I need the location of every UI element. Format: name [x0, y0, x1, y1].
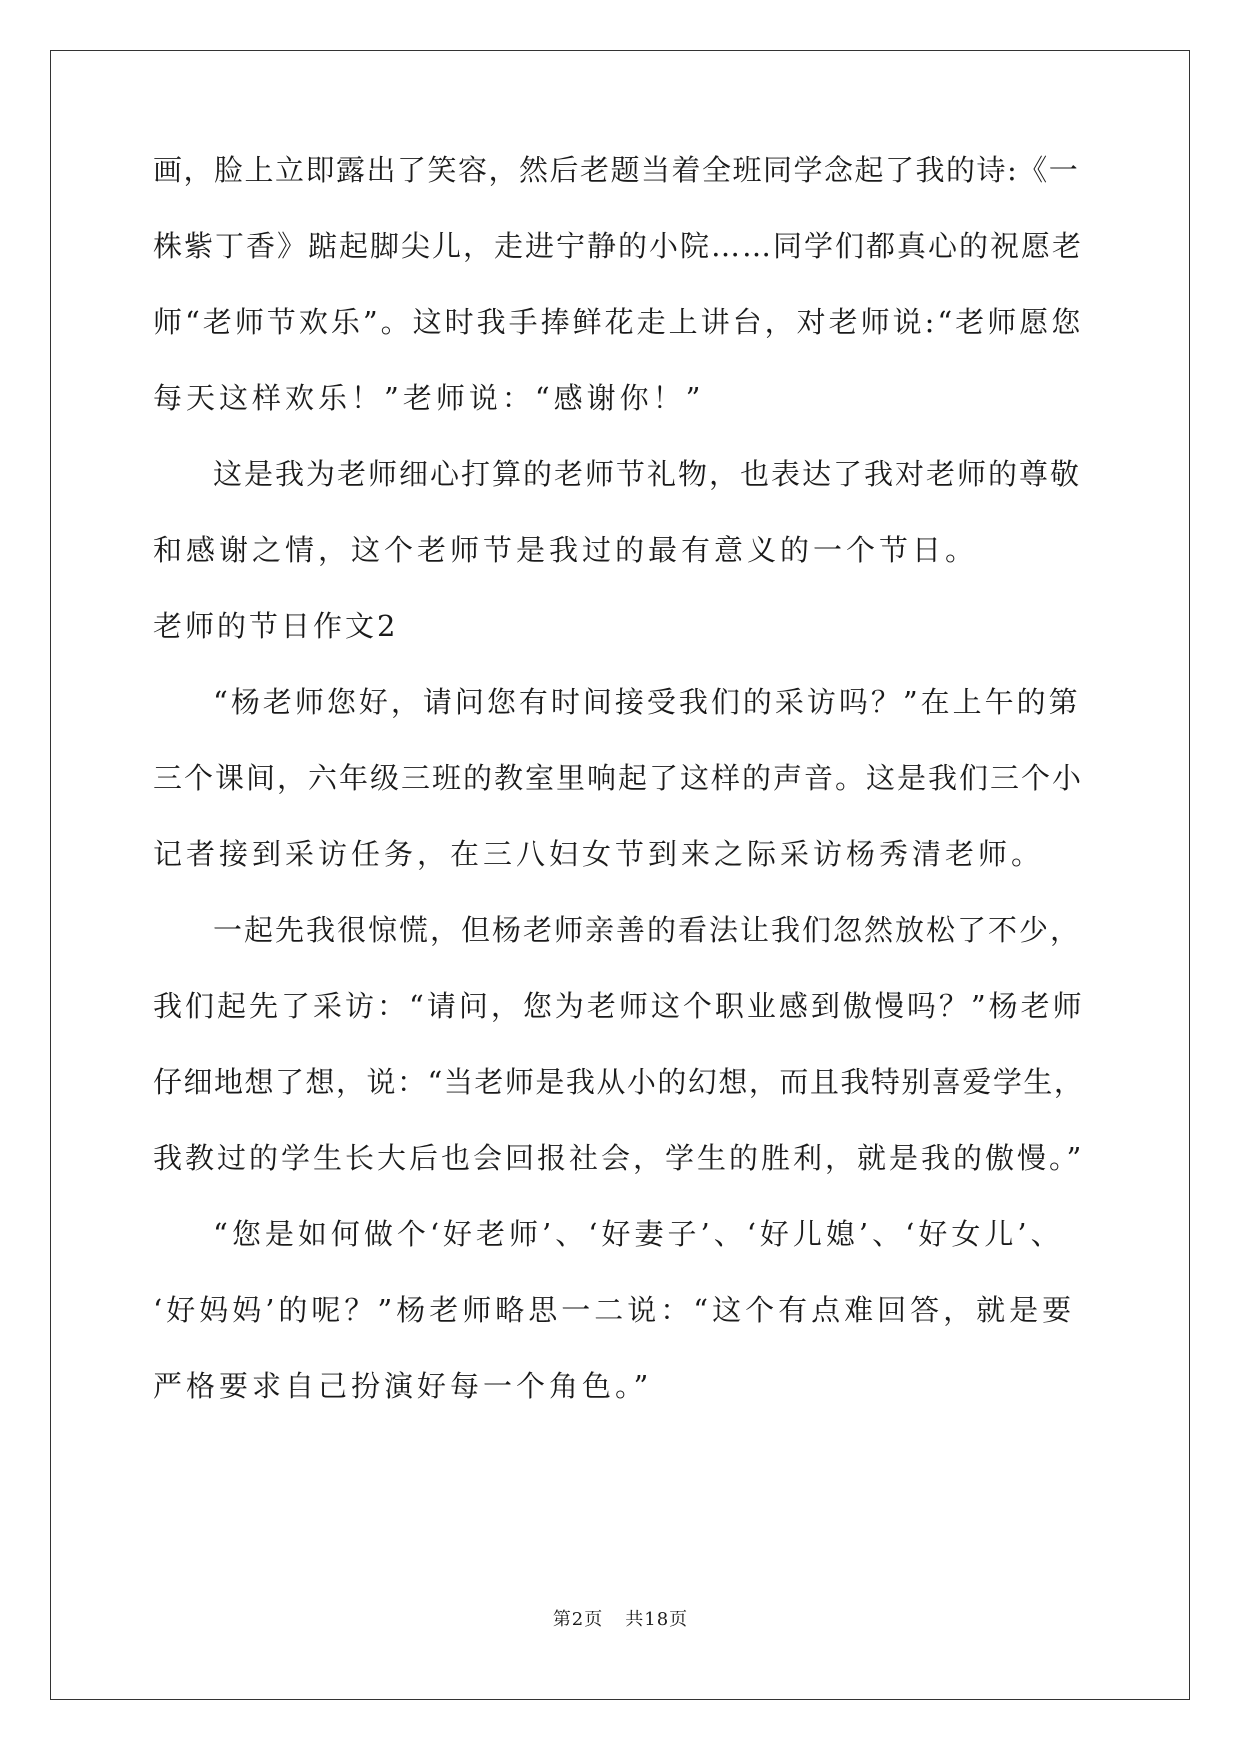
text-line-4: 每天这样欢乐！”老师说：“感谢你！” — [153, 381, 705, 415]
section-heading: 老师的节日作文2 — [153, 609, 399, 643]
text-line-3: 师“老师节欢乐”。这时我手捧鲜花走上讲台，对老师说:“老师愿您 — [153, 305, 1084, 339]
text-line-14: 我教过的学生长大后也会回报社会，学生的胜利，就是我的傲慢。” — [153, 1141, 1085, 1175]
text-line-2: 株紫丁香》踮起脚尖儿，走进宁静的小院……同学们都真心的祝愿老 — [153, 229, 1084, 263]
text-line-10: 记者接到采访任务，在三八妇女节到来之际采访杨秀清老师。 — [153, 837, 1045, 871]
text-line-16: ‘好妈妈’的呢？”杨老师略思一二说：“这个有点难回答，就是要 — [153, 1293, 1076, 1327]
page-footer — [0, 1608, 1241, 1632]
text-line-5: 这是我为老师细心打算的老师节礼物，也表达了我对老师的尊敬 — [213, 457, 1082, 491]
text-line-9: 三个课间，六年级三班的教室里响起了这样的声音。这是我们三个小 — [153, 761, 1084, 795]
text-line-12: 我们起先了采访：“请问，您为老师这个职业感到傲慢吗？”杨老师 — [153, 989, 1085, 1023]
page-number: 第2页 — [552, 1609, 604, 1630]
page-border — [50, 50, 1190, 1700]
text-line-11: 一起先我很惊慌，但杨老师亲善的看法让我们忽然放松了不少， — [213, 913, 1082, 947]
text-line-13: 仔细地想了想，说：“当老师是我从小的幻想，而且我特别喜爱学生， — [153, 1065, 1085, 1099]
page-total: 共18页 — [625, 1609, 689, 1630]
text-line-8: “杨老师您好，请问您有时间接受我们的采访吗？”在上午的第 — [213, 685, 1081, 719]
text-line-15: “您是如何做个‘好老师’、‘好妻子’、‘好儿媳’、‘好女儿’、 — [213, 1217, 1064, 1251]
text-line-17: 严格要求自己扮演好每一个角色。” — [153, 1369, 653, 1403]
text-line-6: 和感谢之情，这个老师节是我过的最有意义的一个节日。 — [153, 533, 979, 567]
text-line-1: 画，脸上立即露出了笑容，然后老题当着全班同学念起了我的诗:《一 — [153, 153, 1080, 187]
